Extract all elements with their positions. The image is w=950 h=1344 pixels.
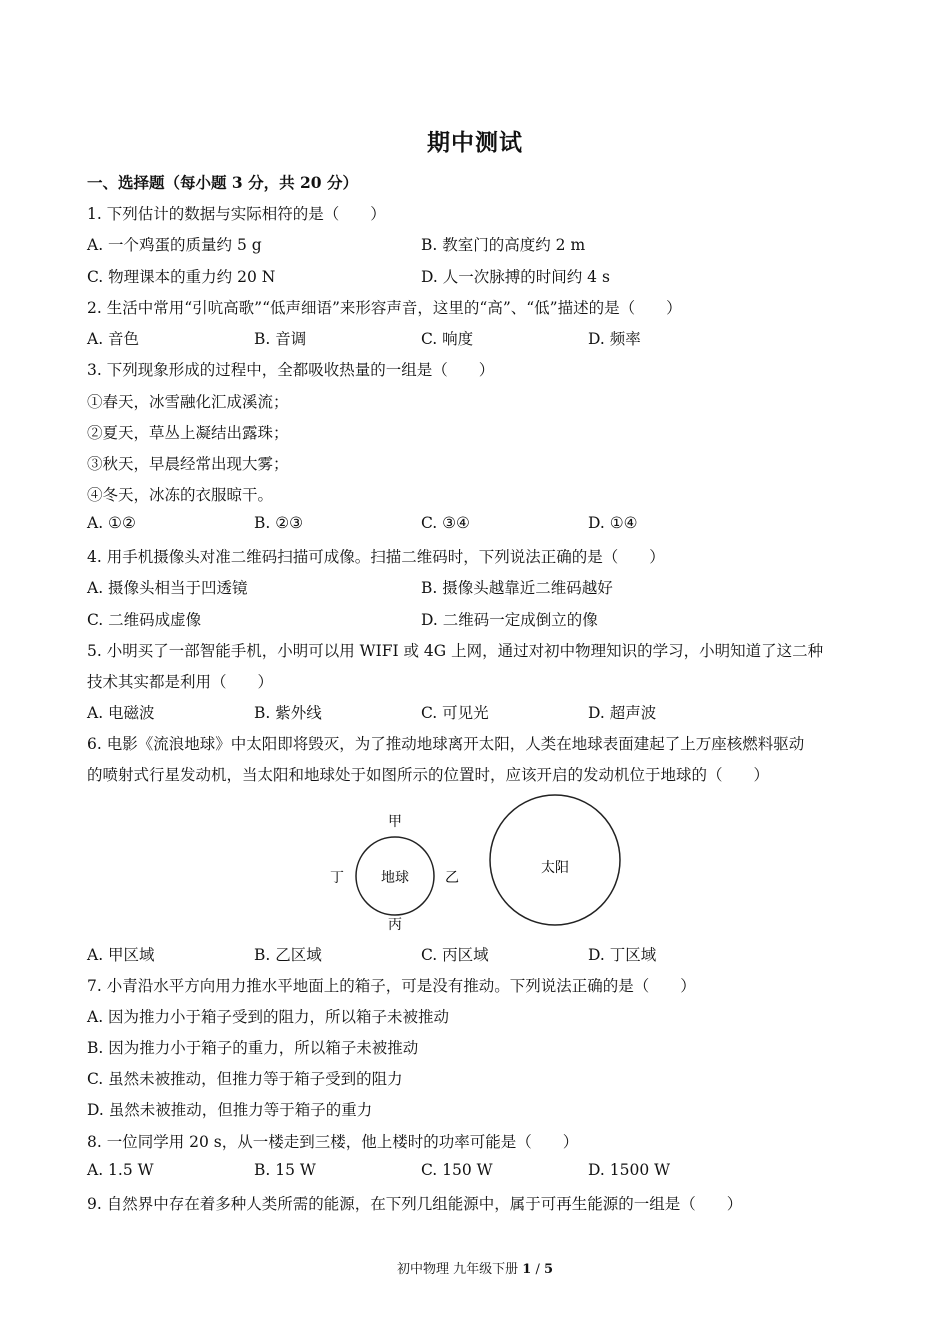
footer-subject: 初中物理 九年级下册 [396, 1262, 519, 1277]
question-6-option-a: A. 甲区域 [87, 946, 155, 964]
question-3-item-4: ④冬天，冰冻的衣服晾干。 [87, 486, 274, 504]
question-6-stem-line-1: 6. 电影《流浪地球》中太阳即将毁灭，为了推动地球离开太阳，人类在地球表面建起了上万座核燃料驱动 [87, 735, 805, 753]
question-7-option-d: D. 虽然未被推动，但推力等于箱子的重力 [87, 1101, 373, 1119]
question-5-option-a: A. 电磁波 [87, 704, 155, 722]
question-3-item-3: ③秋天，早晨经常出现大雾； [87, 455, 289, 473]
question-7-option-a: A. 因为推力小于箱子受到的阻力，所以箱子未被推动 [87, 1008, 450, 1026]
footer-separator: / [535, 1262, 540, 1277]
question-4-stem: 4. 用手机摄像头对准二维码扫描可成像。扫描二维码时，下列说法正确的是（ ） [87, 548, 665, 566]
question-8-option-a: A. 1.5 W [87, 1161, 154, 1179]
question-8-option-b: B. 15 W [254, 1161, 316, 1179]
footer-total-pages: 5 [543, 1262, 554, 1277]
question-1-option-c: C. 物理课本的重力约 20 N [87, 268, 276, 286]
question-5-option-c: C. 可见光 [421, 704, 489, 722]
question-8-stem: 8. 一位同学用 20 s，从一楼走到三楼，他上楼时的功率可能是（ ） [87, 1133, 579, 1151]
question-8-option-c: C. 150 W [421, 1161, 493, 1179]
question-4-option-c: C. 二维码成虚像 [87, 611, 202, 629]
region-left-label: 丁 [330, 870, 344, 886]
question-3-item-1: ①春天，冰雪融化汇成溪流； [87, 393, 289, 411]
question-2-stem: 2. 生活中常用“引吭高歌”“低声细语”来形容声音，这里的“高”、“低”描述的是（ ） [87, 299, 682, 317]
question-6-stem-line-2: 的喷射式行星发动机，当太阳和地球处于如图所示的位置时，应该开启的发动机位于地球的（ ） [87, 766, 770, 784]
question-3-option-c: C. ③④ [421, 514, 470, 532]
question-5-option-d: D. 超声波 [588, 704, 657, 722]
question-4-option-d: D. 二维码一定成倒立的像 [421, 611, 598, 629]
earth-label: 地球 [381, 870, 409, 886]
question-1-stem: 1. 下列估计的数据与实际相符的是（ ） [87, 205, 386, 223]
question-3-option-b: B. ②③ [254, 514, 304, 532]
question-3-item-2: ②夏天，草丛上凝结出露珠； [87, 424, 289, 442]
question-1-option-a: A. 一个鸡蛋的质量约 5 g [87, 236, 262, 254]
question-2-option-b: B. 音调 [254, 330, 307, 348]
question-5-option-b: B. 紫外线 [254, 704, 322, 722]
question-1-option-b: B. 教室门的高度约 2 m [421, 236, 586, 254]
question-2-option-a: A. 音色 [87, 330, 140, 348]
earth-sun-diagram [320, 790, 630, 940]
page-footer [0, 1258, 950, 1277]
question-6-option-d: D. 丁区域 [588, 946, 657, 964]
question-1-option-d: D. 人一次脉搏的时间约 4 s [421, 268, 610, 286]
sun-label: 太阳 [541, 860, 569, 876]
question-7-stem: 7. 小青沿水平方向用力推水平地面上的箱子，可是没有推动。下列说法正确的是（ ） [87, 977, 696, 995]
question-9-stem: 9. 自然界中存在着多种人类所需的能源，在下列几组能源中，属于可再生能源的一组是（ ） [87, 1195, 743, 1213]
section-heading: 一、选择题（每小题 3 分，共 20 分） [87, 173, 358, 192]
region-bottom-label: 丙 [388, 917, 402, 933]
question-3-option-d: D. ①④ [588, 514, 638, 532]
question-5-stem-line-1: 5. 小明买了一部智能手机，小明可以用 WIFI 或 4G 上网，通过对初中物理知识的学习，小明知道了这二种 [87, 642, 824, 660]
question-7-option-c: C. 虽然未被推动，但推力等于箱子受到的阻力 [87, 1070, 403, 1088]
page-title: 期中测试 [427, 129, 523, 156]
region-right-label: 乙 [445, 870, 459, 886]
footer-page-number: 1 [522, 1262, 532, 1277]
question-6-option-c: C. 丙区域 [421, 946, 489, 964]
question-4-option-b: B. 摄像头越靠近二维码越好 [421, 579, 613, 597]
question-5-stem-line-2: 技术其实都是利用（ ） [87, 673, 274, 691]
region-top-label: 甲 [388, 814, 402, 830]
question-4-option-a: A. 摄像头相当于凹透镜 [87, 579, 248, 597]
question-6-option-b: B. 乙区域 [254, 946, 322, 964]
question-3-option-a: A. ①② [87, 514, 136, 532]
question-3-stem: 3. 下列现象形成的过程中，全都吸收热量的一组是（ ） [87, 361, 495, 379]
question-2-option-d: D. 频率 [588, 330, 641, 348]
question-7-option-b: B. 因为推力小于箱子的重力，所以箱子未被推动 [87, 1039, 419, 1057]
question-2-option-c: C. 响度 [421, 330, 474, 348]
question-8-option-d: D. 1500 W [588, 1161, 671, 1179]
